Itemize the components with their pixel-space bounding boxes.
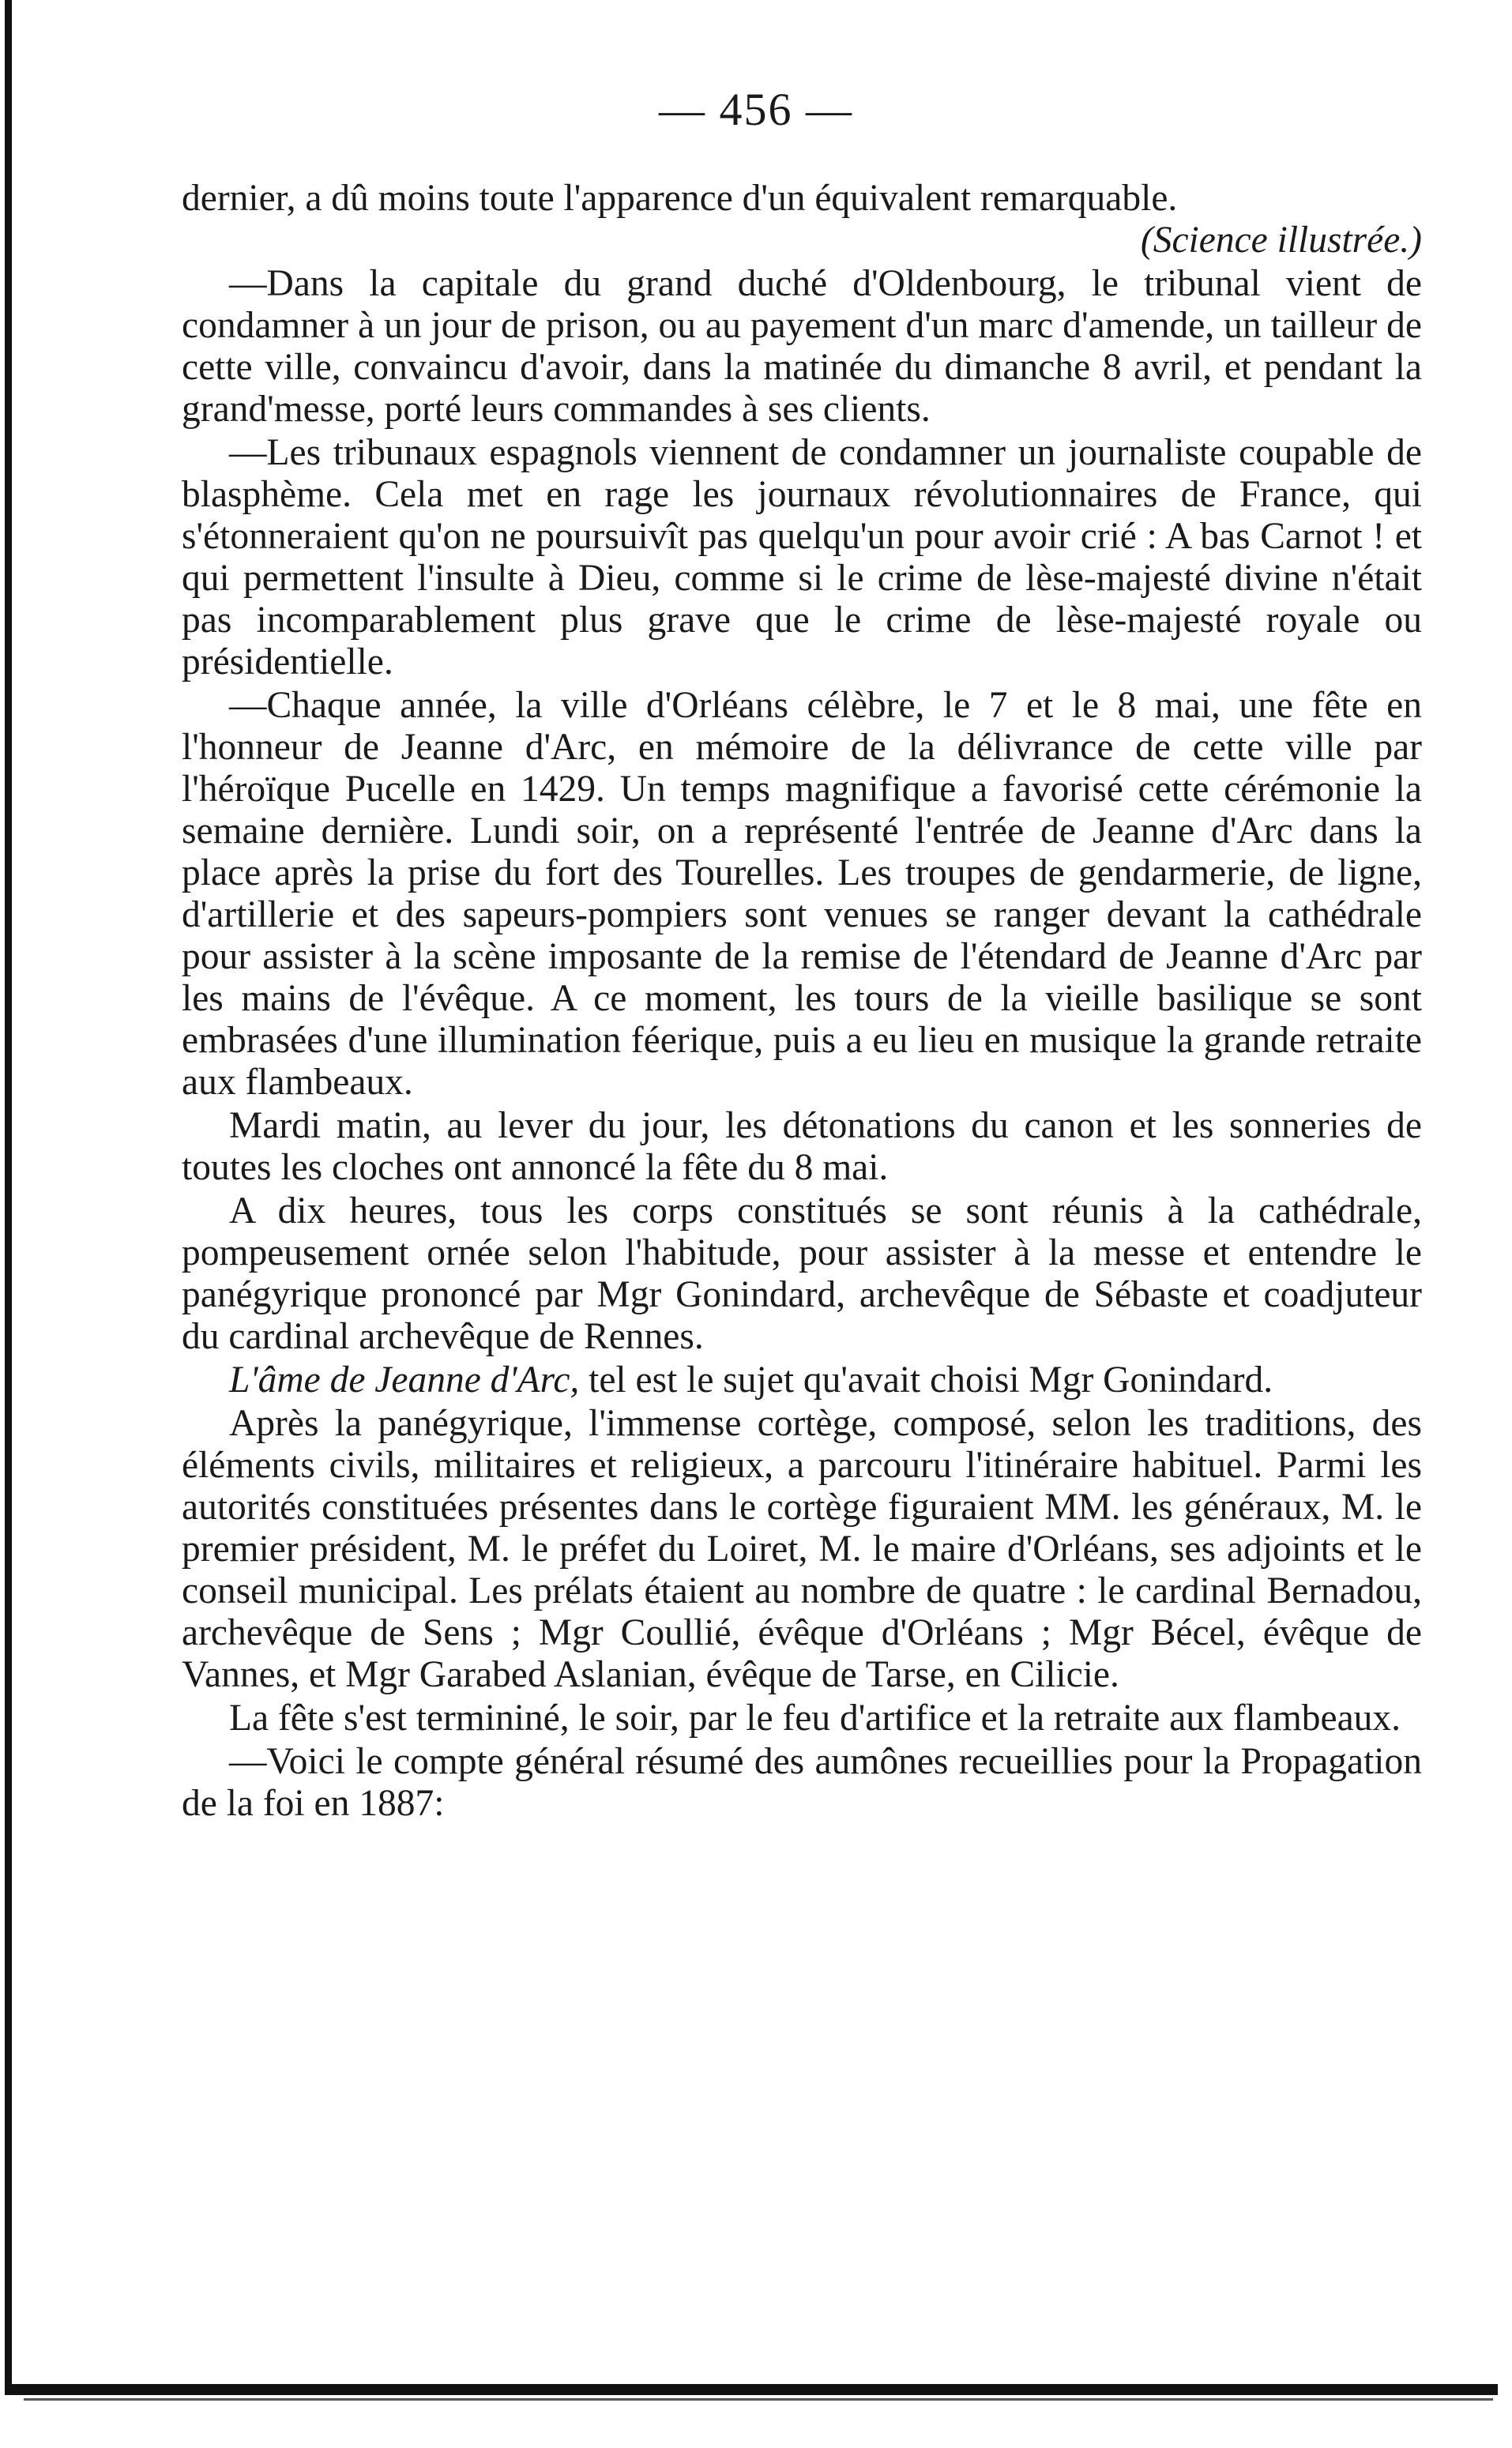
paragraph-10: —Voici le compte général résumé des aumônes recueillies pour la Propagation de la foi en 1887:	[182, 1741, 1422, 1824]
paragraph-8: Après la panégyrique, l'immense cortège, composé, selon les traditions, des éléments civils, militaires et religieux, a parcouru l'itinéraire habituel. Parmi les autorités constituées présentes dans le cortège figuraient MM. les généraux, M. le premier président, M. le préfet du Loiret, M. le maire d'Orléans, ses adjoints et le conseil municipal. Les prélats étaient au nombre de quatre : le cardinal Bernadou, archevêque de Sens ; Mgr Coullié, évêque d'Orléans ; Mgr Bécel, évêque de Vannes, et Mgr Garabed Aslanian, évêque de Tarse, en Cilicie.	[182, 1403, 1422, 1695]
paragraph-7-text: tel est le sujet qu'avait choisi Mgr Gonindard.	[579, 1359, 1273, 1401]
paragraph-9: La fête s'est termininé, le soir, par le feu d'artifice et la retraite aux flambeaux.	[229, 1698, 1401, 1739]
paragraph-7	[182, 1359, 1422, 1401]
source-citation: (Science illustrée.)	[1140, 220, 1422, 261]
page-number: — 456 —	[659, 84, 853, 135]
article-body	[182, 178, 1422, 1826]
paragraph-2: —Dans la capitale du grand duché d'Oldenbourg, le tribunal vient de condamner à un jour de prison, ou au payement d'un marc d'amende, un tailleur de cette ville, convaincu d'avoir, dans la matinée du dimanche 8 avril, et pendant la grand'messe, porté leurs commandes à ses clients.	[182, 263, 1422, 430]
paragraph-4: —Chaque année, la ville d'Orléans célèbre, le 7 et le 8 mai, une fête en l'honneur de Jeanne d'Arc, en mémoire de la délivrance de cette ville par l'héroïque Pucelle en 1429. Un temps magnifique a favorisé cette cérémonie la semaine dernière. Lundi soir, on a représenté l'entrée de Jeanne d'Arc dans la place après la prise du fort des Tourelles. Les troupes de gendarmerie, de ligne, d'artillerie et des sapeurs-pompiers sont venues se ranger devant la cathédrale pour assister à la scène imposante de la remise de l'étendard de Jeanne d'Arc par les mains de l'évêque. A ce moment, les tours de la vieille basilique se sont embrasées d'une illumination féerique, puis a eu lieu en musique la grande retraite aux flambeaux.	[182, 685, 1422, 1103]
paragraph-5: Mardi matin, au lever du jour, les détonations du canon et les sonneries de toutes les cloches ont annoncé la fête du 8 mai.	[182, 1105, 1422, 1188]
bottom-border-rule	[5, 2384, 1498, 2395]
paragraph-1	[182, 178, 1422, 261]
paragraph-1-text: dernier, a dû moins toute l'apparence d'un équivalent remarquable.	[182, 178, 1178, 219]
paragraph-7-italic-title: L'âme de Jeanne d'Arc,	[229, 1359, 580, 1401]
bottom-border-shadow	[24, 2398, 1493, 2401]
paragraph-3: —Les tribunaux espagnols viennent de condamner un journaliste coupable de blasphème. Cela met en rage les journaux révolutionnaires de France, qui s'étonneraient qu'on ne poursuivît pas quelqu'un pour avoir crié : A bas Carnot ! et qui permettent l'insulte à Dieu, comme si le crime de lèse-majesté divine n'était pas incomparablement plus grave que le crime de lèse-majesté royale ou présidentielle.	[182, 432, 1422, 683]
paragraph-6: A dix heures, tous les corps constitués se sont réunis à la cathédrale, pompeusement ornée selon l'habitude, pour assister à la messe et entendre le panégyrique prononcé par Mgr Gonindard, archevêque de Sébaste et coadjuteur du cardinal archevêque de Rennes.	[182, 1190, 1422, 1357]
left-border-rule	[5, 0, 12, 2386]
